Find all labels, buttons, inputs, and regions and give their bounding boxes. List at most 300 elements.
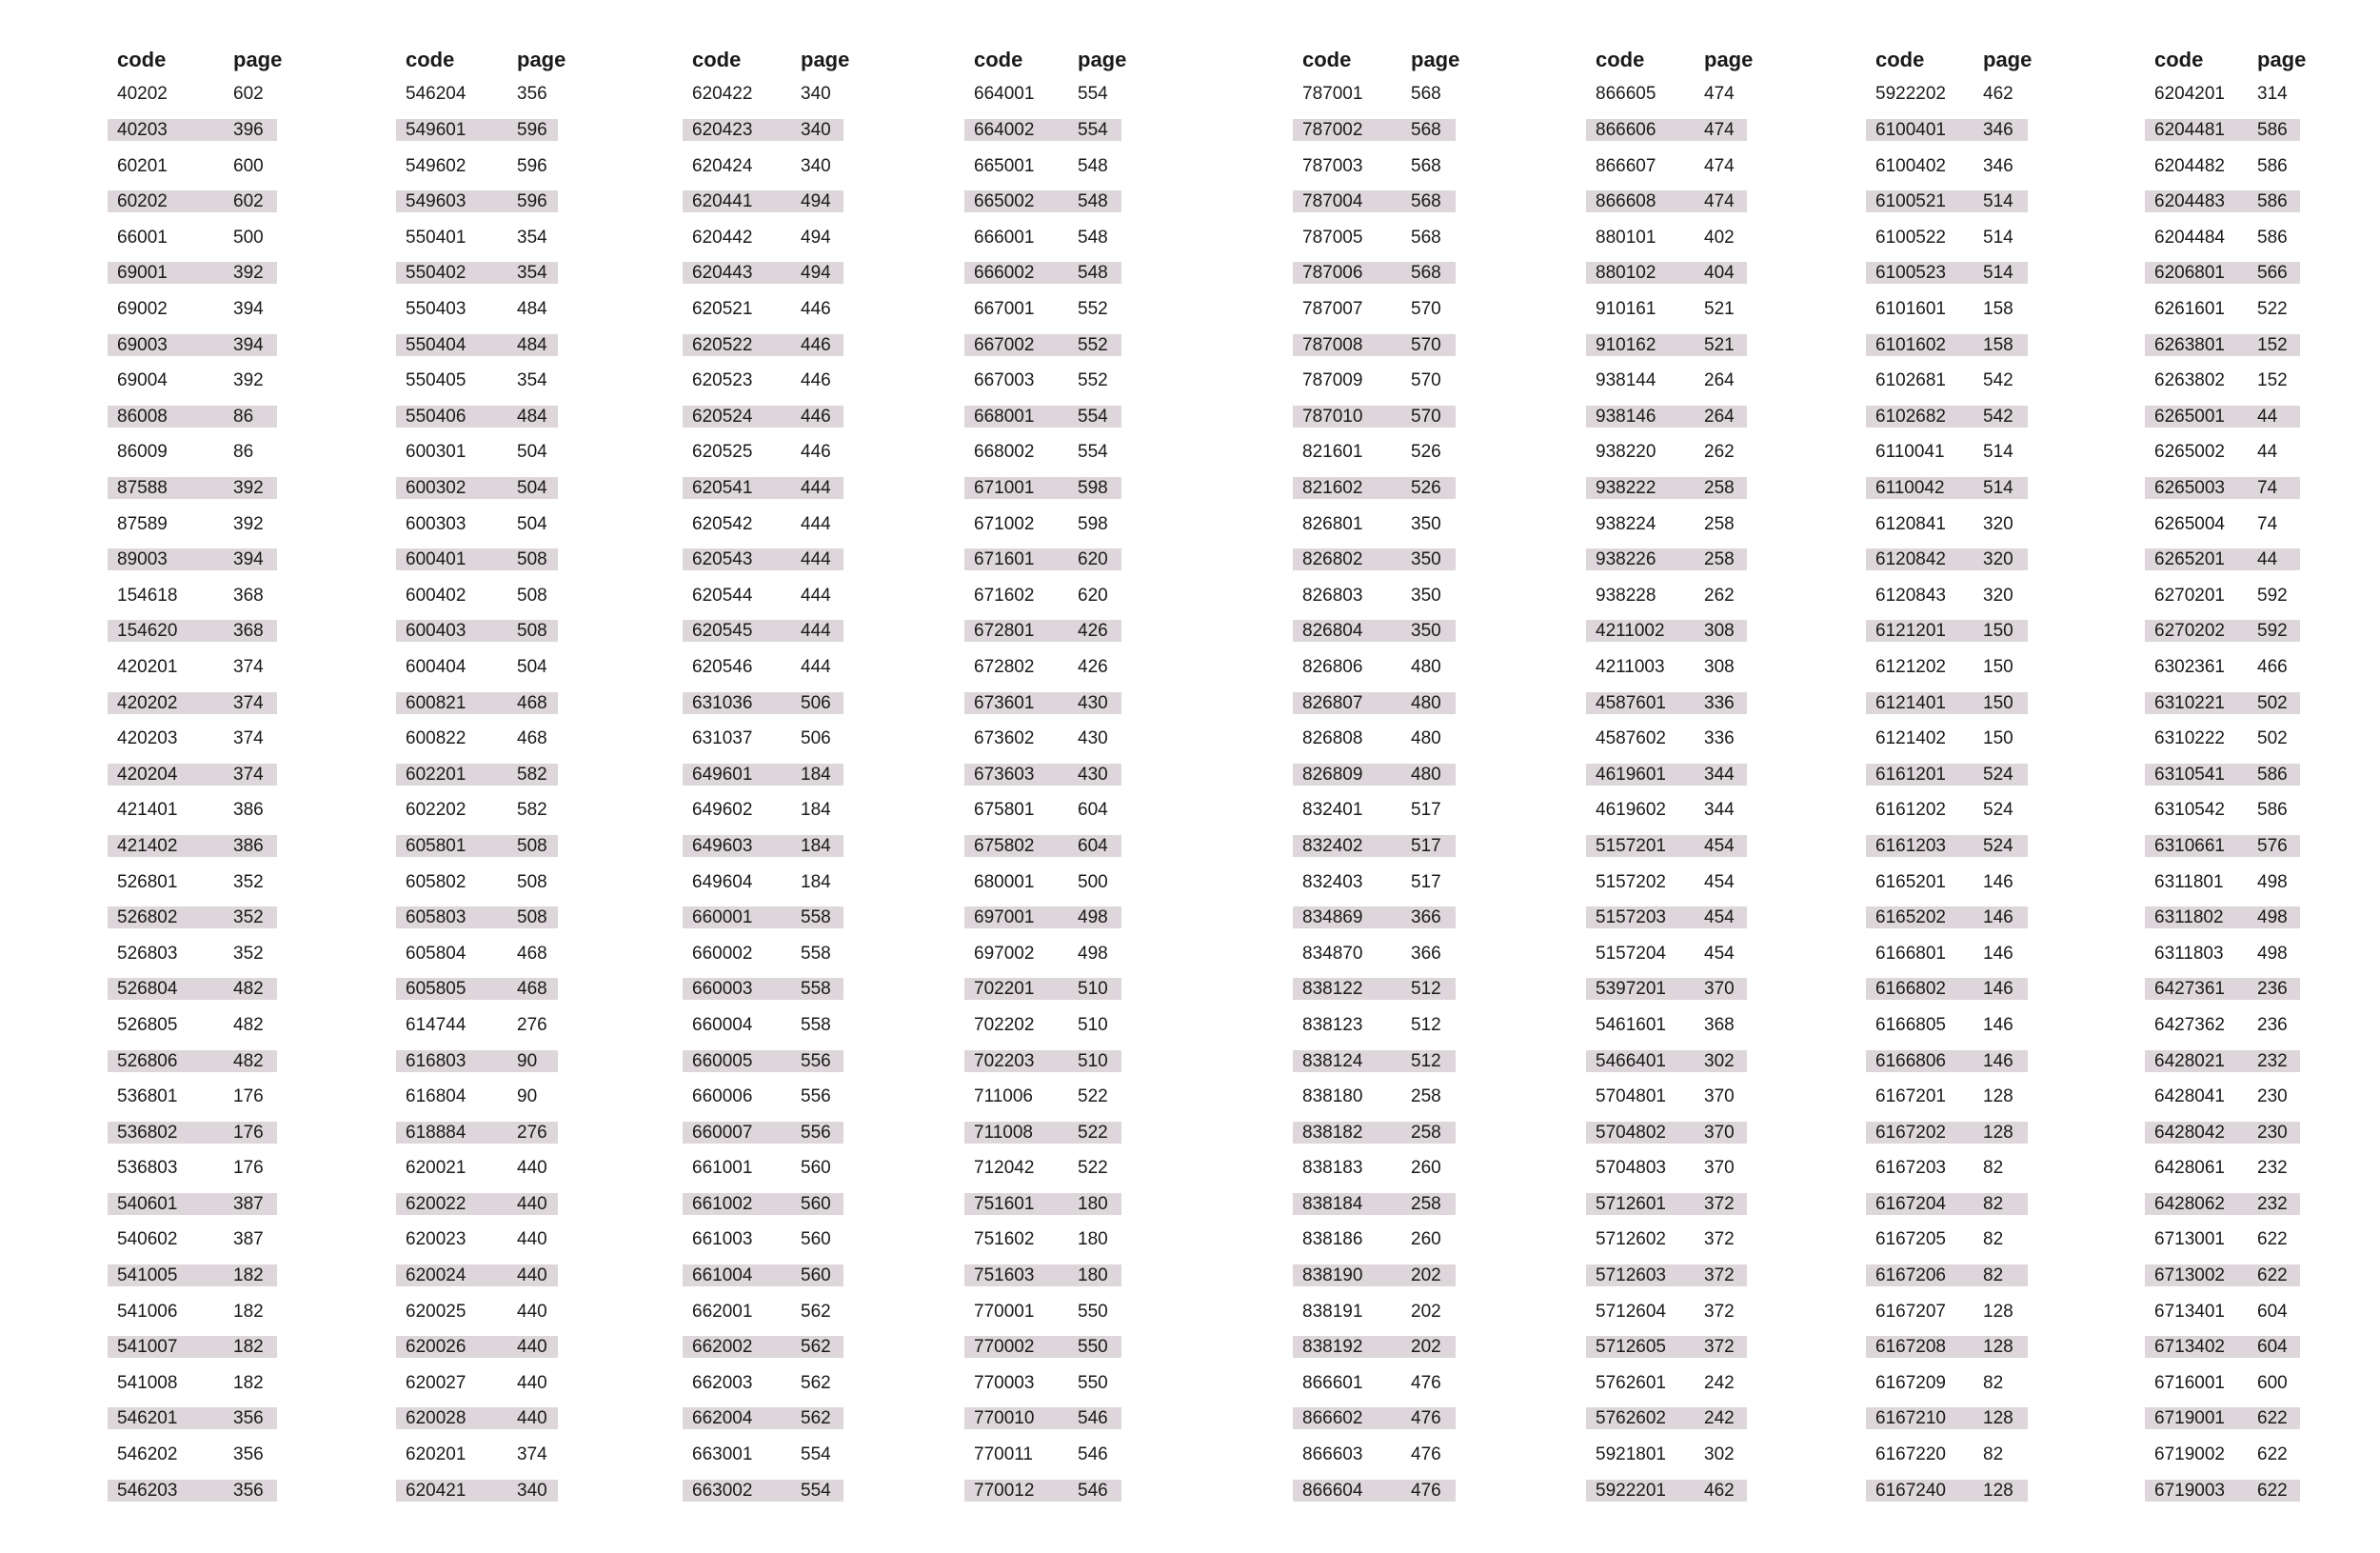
- table-row: [1586, 1437, 1747, 1473]
- table-row: [1866, 291, 2028, 328]
- code-cell: 6100402: [1875, 155, 1946, 176]
- code-cell: 602201: [396, 764, 507, 786]
- index-column-1: [108, 44, 283, 1508]
- page-cell: 352: [233, 943, 264, 964]
- table-row: [2145, 577, 2300, 613]
- table-row: [1293, 434, 1456, 470]
- code-cell: 605801: [396, 835, 507, 857]
- code-cell: 662003: [692, 1372, 753, 1393]
- page-cell: 522: [1068, 1122, 1121, 1144]
- table-row: [1866, 971, 2028, 1007]
- table-row: [396, 1006, 558, 1043]
- page-cell: 202: [1401, 1336, 1456, 1358]
- page-cell: 560: [801, 1158, 831, 1179]
- table-row: [108, 971, 277, 1007]
- page-cell: 146: [1983, 943, 2013, 964]
- code-cell: 866602: [1293, 1407, 1401, 1429]
- code-cell: 6716001: [2154, 1372, 2225, 1393]
- table-row: [964, 148, 1121, 184]
- table-row: [683, 935, 843, 971]
- page-cell: 500: [1078, 871, 1108, 892]
- page-cell: 550: [1068, 1336, 1121, 1358]
- code-cell: 838192: [1293, 1336, 1401, 1358]
- page-cell: 346: [1983, 155, 2013, 176]
- table-row: [396, 1258, 558, 1294]
- code-cell: 616804: [406, 1086, 466, 1107]
- code-cell: 6161201: [1866, 764, 1973, 786]
- table-row: [2145, 112, 2300, 149]
- page-cell: 386: [233, 800, 264, 821]
- page-cell: 128: [1973, 1407, 2028, 1429]
- page-cell: 466: [2257, 656, 2288, 677]
- page-cell: 394: [224, 334, 277, 356]
- page-cell: 354: [507, 262, 558, 284]
- table-row: [396, 1114, 558, 1150]
- table-row: [964, 613, 1121, 649]
- table-row: [1586, 900, 1747, 936]
- code-cell: 605803: [396, 906, 507, 928]
- code-cell: 838191: [1302, 1301, 1363, 1322]
- code-cell: 6100522: [1875, 227, 1946, 248]
- code-cell: 787008: [1293, 334, 1401, 356]
- page-cell: 494: [791, 190, 843, 212]
- page-cell: 468: [517, 728, 547, 749]
- table-row: [1586, 792, 1747, 828]
- code-cell: 546203: [108, 1480, 224, 1502]
- table-row: [964, 184, 1121, 220]
- table-row: [2145, 1043, 2300, 1079]
- code-cell: 671602: [974, 585, 1035, 606]
- page-cell: 514: [1973, 262, 2028, 284]
- table-row: [1586, 291, 1747, 328]
- code-cell: 620022: [396, 1193, 507, 1215]
- code-cell: 673603: [964, 764, 1068, 786]
- page-cell: 484: [507, 334, 558, 356]
- table-row: [396, 971, 558, 1007]
- code-cell: 675801: [974, 800, 1035, 821]
- table-row: [1293, 542, 1456, 578]
- table-row: [1293, 1150, 1456, 1186]
- table-row: [964, 470, 1121, 507]
- table-row: [396, 1185, 558, 1222]
- code-header: code: [2154, 48, 2204, 72]
- code-cell: 826802: [1293, 548, 1401, 570]
- index-column-4: [964, 44, 1127, 1508]
- code-cell: 6166802: [1866, 978, 1973, 1000]
- code-cell: 821602: [1293, 477, 1401, 499]
- code-cell: 660003: [683, 978, 791, 1000]
- page-cell: 446: [801, 299, 831, 320]
- page-cell: 74: [2257, 513, 2278, 534]
- table-row: [396, 542, 558, 578]
- code-cell: 832403: [1302, 871, 1363, 892]
- code-cell: 6204484: [2154, 227, 2225, 248]
- page-cell: 552: [1078, 299, 1108, 320]
- page-cell: 474: [1704, 155, 1735, 176]
- page-cell: 370: [1695, 978, 1747, 1000]
- code-cell: 770002: [964, 1336, 1068, 1358]
- code-cell: 661004: [683, 1264, 791, 1286]
- table-row: [2145, 864, 2300, 900]
- table-row: [964, 827, 1121, 864]
- table-row: [683, 76, 843, 112]
- page-cell: 354: [517, 227, 547, 248]
- page-cell: 184: [791, 764, 843, 786]
- table-row: [108, 613, 277, 649]
- page-cell: 82: [1973, 1264, 2028, 1286]
- code-cell: 787004: [1293, 190, 1401, 212]
- page-cell: 562: [801, 1301, 831, 1322]
- code-cell: 549601: [396, 119, 507, 141]
- page-cell: 462: [1983, 84, 2013, 105]
- table-row: [1293, 1293, 1456, 1329]
- code-cell: 660005: [683, 1050, 791, 1072]
- page-cell: 302: [1704, 1444, 1735, 1465]
- page-cell: 484: [507, 406, 558, 428]
- page-cell: 474: [1695, 190, 1747, 212]
- page-cell: 372: [1704, 1301, 1735, 1322]
- table-row: [964, 756, 1121, 792]
- code-cell: 938224: [1596, 513, 1656, 534]
- page-cell: 542: [1973, 406, 2028, 428]
- page-cell: 374: [224, 692, 277, 714]
- page-cell: 510: [1078, 1014, 1108, 1035]
- code-cell: 541006: [117, 1301, 178, 1322]
- page-cell: 340: [507, 1480, 558, 1502]
- code-cell: 6310661: [2145, 835, 2248, 857]
- code-cell: 668001: [964, 406, 1068, 428]
- table-row: [1293, 1472, 1456, 1508]
- table-row: [108, 756, 277, 792]
- code-cell: 620025: [406, 1301, 466, 1322]
- code-cell: 770012: [964, 1480, 1068, 1502]
- page-cell: 128: [1973, 1480, 2028, 1502]
- code-cell: 546201: [108, 1407, 224, 1429]
- table-row: [1586, 1293, 1747, 1329]
- page-cell: 586: [2248, 119, 2300, 141]
- code-cell: 649603: [683, 835, 791, 857]
- code-cell: 668002: [974, 442, 1035, 463]
- code-cell: 620421: [396, 1480, 507, 1502]
- code-cell: 526805: [117, 1014, 178, 1035]
- page-cell: 474: [1695, 119, 1747, 141]
- code-cell: 631036: [683, 692, 791, 714]
- code-cell: 866608: [1586, 190, 1695, 212]
- page-cell: 440: [507, 1336, 558, 1358]
- page-cell: 262: [1704, 442, 1735, 463]
- table-row: [396, 76, 558, 112]
- table-row: [2145, 470, 2300, 507]
- code-cell: 69003: [108, 334, 224, 356]
- table-row: [1586, 685, 1747, 721]
- code-cell: 5466401: [1586, 1050, 1695, 1072]
- table-row: [1866, 542, 2028, 578]
- table-row: [2145, 792, 2300, 828]
- page-cell: 552: [1078, 370, 1108, 391]
- code-cell: 6204481: [2145, 119, 2248, 141]
- page-cell: 90: [507, 1050, 558, 1072]
- page-cell: 232: [2248, 1050, 2300, 1072]
- page-cell: 600: [2257, 1372, 2288, 1393]
- code-cell: 712042: [974, 1158, 1035, 1179]
- page-cell: 350: [1411, 513, 1441, 534]
- page-cell: 468: [507, 692, 558, 714]
- page-cell: 374: [517, 1444, 547, 1465]
- code-cell: 702202: [974, 1014, 1035, 1035]
- page-cell: 440: [507, 1193, 558, 1215]
- page-cell: 568: [1401, 119, 1456, 141]
- page-cell: 260: [1411, 1158, 1441, 1179]
- page-cell: 150: [1983, 656, 2013, 677]
- code-cell: 154620: [108, 620, 224, 642]
- table-row: [1293, 756, 1456, 792]
- page-cell: 586: [2257, 800, 2288, 821]
- code-cell: 86008: [108, 406, 224, 428]
- page-cell: 182: [233, 1372, 264, 1393]
- table-row: [964, 398, 1121, 434]
- table-row: [396, 721, 558, 757]
- table-row: [2145, 1401, 2300, 1437]
- table-row: [396, 577, 558, 613]
- code-cell: 541008: [117, 1372, 178, 1393]
- table-row: [2145, 1006, 2300, 1043]
- table-row: [964, 1043, 1121, 1079]
- code-cell: 620543: [683, 548, 791, 570]
- code-cell: 6310222: [2154, 728, 2225, 749]
- code-cell: 6311802: [2145, 906, 2248, 928]
- page-cell: 320: [1983, 585, 2013, 606]
- table-row: [396, 1222, 558, 1258]
- page-cell: 350: [1401, 620, 1456, 642]
- page-cell: 510: [1068, 1050, 1121, 1072]
- table-row: [964, 112, 1121, 149]
- page-cell: 480: [1411, 656, 1441, 677]
- table-row: [396, 792, 558, 828]
- page-cell: 576: [2248, 835, 2300, 857]
- page-cell: 592: [2248, 620, 2300, 642]
- page-cell: 242: [1704, 1372, 1735, 1393]
- table-row: [1293, 1222, 1456, 1258]
- page-cell: 396: [224, 119, 277, 141]
- page-cell: 558: [791, 978, 843, 1000]
- code-header: code: [1302, 48, 1352, 72]
- page-cell: 558: [801, 943, 831, 964]
- code-cell: 4211002: [1586, 620, 1695, 642]
- page-cell: 440: [507, 1407, 558, 1429]
- table-row: [396, 148, 558, 184]
- page-cell: 128: [1983, 1086, 2013, 1107]
- page-cell: 512: [1401, 978, 1456, 1000]
- code-cell: 6165201: [1875, 871, 1946, 892]
- page-cell: 508: [507, 620, 558, 642]
- code-cell: 6719002: [2154, 1444, 2225, 1465]
- code-cell: 6167210: [1866, 1407, 1973, 1429]
- page-cell: 476: [1401, 1480, 1456, 1502]
- code-cell: 866604: [1293, 1480, 1401, 1502]
- code-header: code: [117, 48, 167, 72]
- table-row: [1586, 327, 1747, 363]
- page-cell: 152: [2248, 334, 2300, 356]
- table-row: [964, 1185, 1121, 1222]
- table-row: [1586, 971, 1747, 1007]
- page-cell: 476: [1411, 1444, 1441, 1465]
- code-cell: 6167208: [1866, 1336, 1973, 1358]
- page-cell: 356: [517, 84, 547, 105]
- table-row: [2145, 219, 2300, 255]
- table-row: [108, 112, 277, 149]
- table-row: [683, 1150, 843, 1186]
- code-cell: 832401: [1302, 800, 1363, 821]
- page-cell: 566: [2248, 262, 2300, 284]
- table-row: [1866, 1293, 2028, 1329]
- table-row: [683, 971, 843, 1007]
- page-cell: 146: [1983, 1014, 2013, 1035]
- code-cell: 421402: [108, 835, 224, 857]
- code-cell: 620542: [692, 513, 753, 534]
- table-row: [396, 363, 558, 399]
- page-cell: 146: [1983, 871, 2013, 892]
- code-cell: 6261601: [2154, 299, 2225, 320]
- table-row: [2145, 148, 2300, 184]
- table-row: [396, 649, 558, 686]
- table-row: [108, 398, 277, 434]
- page-cell: 526: [1411, 442, 1441, 463]
- code-cell: 69002: [117, 299, 168, 320]
- page-header: page: [1704, 48, 1754, 72]
- page-cell: 82: [1983, 1444, 2004, 1465]
- code-cell: 420203: [117, 728, 178, 749]
- table-row: [964, 506, 1121, 542]
- page-cell: 604: [2248, 1336, 2300, 1358]
- code-cell: 4587602: [1596, 728, 1666, 749]
- code-cell: 60202: [108, 190, 224, 212]
- page-cell: 232: [2257, 1158, 2288, 1179]
- page-cell: 128: [1983, 1301, 2013, 1322]
- code-cell: 602202: [406, 800, 466, 821]
- page-cell: 514: [1983, 442, 2013, 463]
- code-cell: 6713402: [2145, 1336, 2248, 1358]
- table-row: [396, 1043, 558, 1079]
- page-cell: 444: [801, 585, 831, 606]
- table-row: [396, 1437, 558, 1473]
- table-row: [2145, 506, 2300, 542]
- code-cell: 620024: [396, 1264, 507, 1286]
- page-cell: 550: [1078, 1372, 1108, 1393]
- code-cell: 5712602: [1596, 1229, 1666, 1250]
- code-cell: 938226: [1586, 548, 1695, 570]
- code-cell: 6428062: [2145, 1193, 2248, 1215]
- code-cell: 6167206: [1866, 1264, 1973, 1286]
- page-header: page: [801, 48, 850, 72]
- page-cell: 598: [1068, 477, 1121, 499]
- page-cell: 480: [1411, 728, 1441, 749]
- code-cell: 6270202: [2145, 620, 2248, 642]
- code-cell: 6265001: [2145, 406, 2248, 428]
- page-cell: 586: [2248, 190, 2300, 212]
- page-cell: 476: [1401, 1407, 1456, 1429]
- code-cell: 6311801: [2154, 871, 2224, 892]
- table-row: [1866, 792, 2028, 828]
- table-row: [108, 935, 277, 971]
- table-row: [2145, 76, 2300, 112]
- code-cell: 6120843: [1875, 585, 1946, 606]
- code-cell: 5461601: [1596, 1014, 1666, 1035]
- table-row: [2145, 721, 2300, 757]
- page-cell: 522: [2257, 299, 2288, 320]
- table-row: [1866, 1043, 2028, 1079]
- page-cell: 82: [1983, 1372, 2004, 1393]
- page-cell: 508: [507, 548, 558, 570]
- table-row: [683, 112, 843, 149]
- page-cell: 392: [233, 513, 264, 534]
- page-cell: 180: [1068, 1264, 1121, 1286]
- code-cell: 605805: [396, 978, 507, 1000]
- page-cell: 474: [1704, 84, 1735, 105]
- code-cell: 89003: [108, 548, 224, 570]
- table-row: [108, 219, 277, 255]
- code-cell: 938228: [1596, 585, 1656, 606]
- table-row: [683, 542, 843, 578]
- table-row: [1866, 1150, 2028, 1186]
- table-row: [108, 685, 277, 721]
- page-cell: 146: [1973, 978, 2028, 1000]
- code-cell: 6311803: [2154, 943, 2224, 964]
- code-cell: 620026: [396, 1336, 507, 1358]
- code-cell: 702203: [964, 1050, 1068, 1072]
- table-row: [1293, 291, 1456, 328]
- code-cell: 540602: [117, 1229, 178, 1250]
- table-row: [683, 291, 843, 328]
- code-cell: 751602: [974, 1229, 1035, 1250]
- table-row: [1586, 613, 1747, 649]
- code-cell: 526804: [108, 978, 224, 1000]
- table-row: [683, 148, 843, 184]
- page-cell: 598: [1078, 513, 1108, 534]
- code-cell: 6265002: [2154, 442, 2225, 463]
- code-cell: 5712605: [1586, 1336, 1695, 1358]
- table-row: [396, 1150, 558, 1186]
- code-cell: 663002: [683, 1480, 791, 1502]
- page-cell: 392: [233, 370, 264, 391]
- table-row: [1586, 1222, 1747, 1258]
- table-row: [1866, 649, 2028, 686]
- table-row: [1586, 470, 1747, 507]
- page-cell: 524: [1973, 835, 2028, 857]
- code-cell: 660001: [683, 906, 791, 928]
- page-cell: 387: [233, 1229, 264, 1250]
- code-cell: 665001: [974, 155, 1035, 176]
- page-cell: 158: [1973, 334, 2028, 356]
- index-column-5: [1293, 44, 1460, 1508]
- code-cell: 6310221: [2145, 692, 2248, 714]
- table-row: [1866, 112, 2028, 149]
- page-cell: 74: [2248, 477, 2300, 499]
- code-cell: 938146: [1586, 406, 1695, 428]
- table-row: [964, 1437, 1121, 1473]
- code-cell: 526803: [117, 943, 178, 964]
- page-cell: 440: [517, 1372, 547, 1393]
- page-cell: 370: [1704, 1086, 1735, 1107]
- page-cell: 554: [801, 1444, 831, 1465]
- table-row: [1586, 255, 1747, 291]
- code-cell: 6121202: [1875, 656, 1946, 677]
- table-row: [1586, 76, 1747, 112]
- page-cell: 596: [507, 119, 558, 141]
- page-cell: 550: [1078, 1301, 1108, 1322]
- table-row: [1293, 1043, 1456, 1079]
- code-cell: 5762602: [1586, 1407, 1695, 1429]
- code-cell: 6161203: [1866, 835, 1973, 857]
